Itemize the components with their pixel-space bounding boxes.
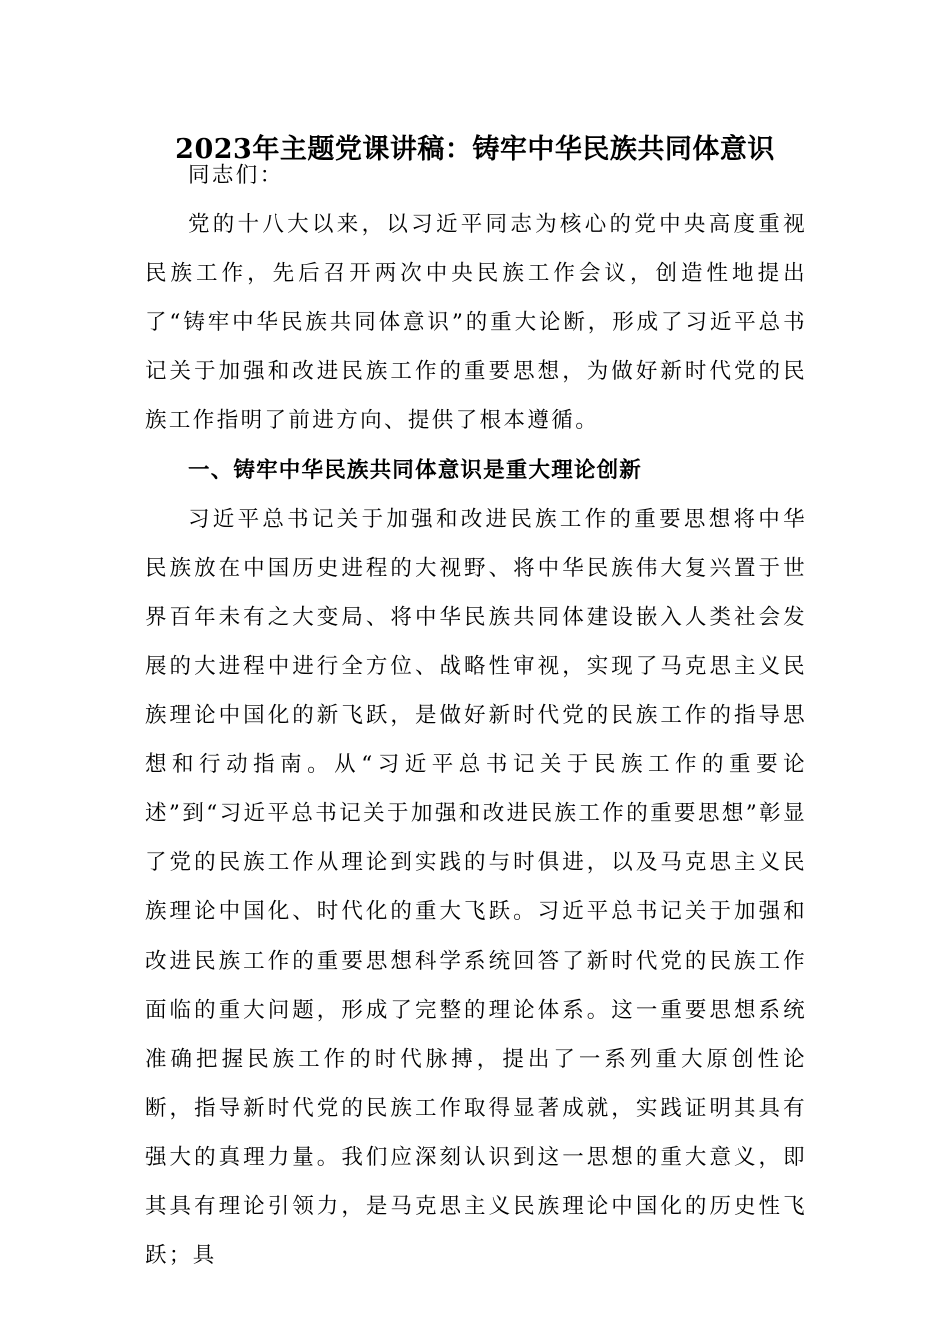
document-body bbox=[145, 151, 807, 1280]
document-title: 2023年主题党课讲稿：铸牢中华民族共同体意识 bbox=[175, 134, 775, 165]
paragraph: 习近平总书记关于加强和改进民族工作的重要思想将中华民族放在中国历史进程的大视野、将中华民族伟大复兴置于世界百年未有之大变局、将中华民族共同体建设嵌入人类社会发展的大进程中进行全方位、战略性审视，实现了马克思主义民族理论中国化的新飞跃，是做好新时代党的民族工作的指导思想和行动指南。从“习近平总书记关于民族工作的重要论述”到“习近平总书记关于加强和改进民族工作的重要思想”彰显了党的民族工作从理论到实践的与时俱进，以及马克思主义民族理论中国化、时代化的重大飞跃。习近平总书记关于加强和改进民族工作的重要思想科学系统回答了新时代党的民族工作面临的重大问题，形成了完整的理论体系。这一重要思想系统准确把握民族工作的时代脉搏，提出了一系列重大原创性论断，指导新时代党的民族工作取得显著成就，实践证明其具有强大的真理力量。我们应深刻认识到这一思想的重大意义，即其具有理论引领力，是马克思主义民族理论中国化的历史性飞跃；具 bbox=[145, 506, 807, 1269]
paragraph: 党的十八大以来，以习近平同志为核心的党中央高度重视民族工作，先后召开两次中央民族工作会议，创造性地提出了“铸牢中华民族共同体意识”的重大论断，形成了习近平总书记关于加强和改进民族工作的重要思想，为做好新时代党的民族工作指明了前进方向、提供了根本遵循。 bbox=[145, 212, 807, 434]
section-heading: 一、铸牢中华民族共同体意识是重大理论创新 bbox=[188, 457, 643, 483]
salutation: 同志们： bbox=[188, 163, 284, 188]
